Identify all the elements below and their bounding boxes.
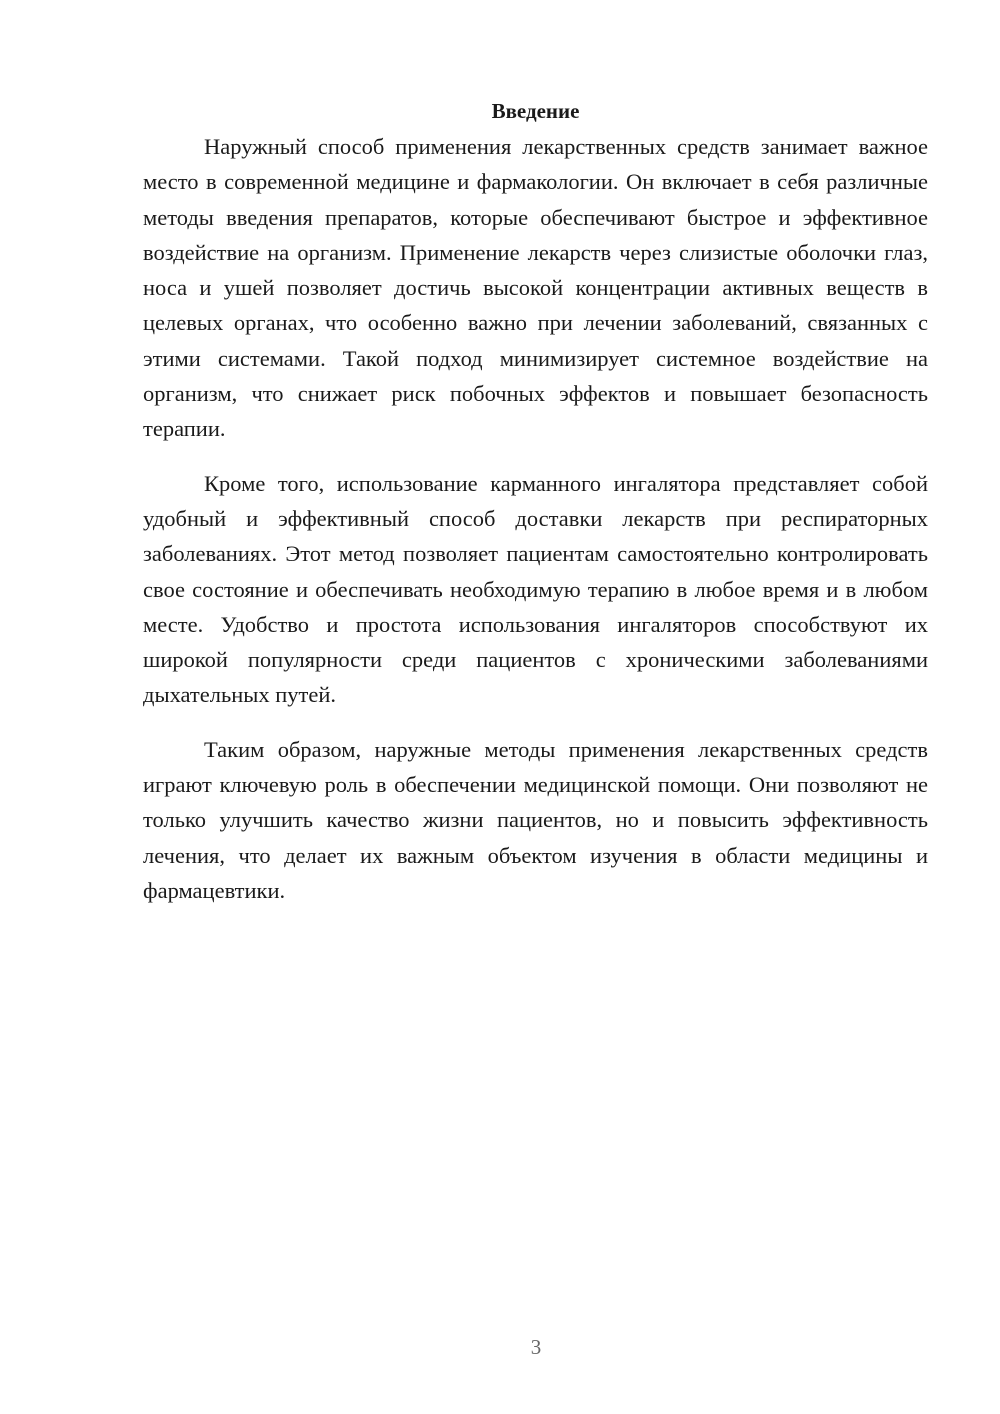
document-body bbox=[143, 96, 928, 908]
paragraph-inhaler: Кроме того, использование карманного ингалятора представляет собой удобный и эффективный способ доставки лекарств при респираторных заболеваниях. Этот метод позволяет пациентам самостоятельно контролировать свое состояние и обеспечивать необходимую терапию в любое время и в любом месте. Удобство и простота использования ингаляторов способствуют их широкой популярности среди пациентов с хроническими заболеваниями дыхательных путей. bbox=[143, 470, 928, 708]
paragraph-conclusion: Таким образом, наружные методы применения лекарственных средств играют ключевую роль в обеспечении медицинской помощи. Они позволяют не только улучшить качество жизни пациентов, но и повысить эффективность лечения, что делает их важным объектом изучения в области медицины и фармацевтики. bbox=[143, 736, 928, 903]
paragraph-intro: Наружный способ применения лекарственных средств занимает важное место в современной медицине и фармакологии. Он включает в себя различные методы введения препаратов, которые обеспечивают быстрое и эффективное воздействие на организм. Применение лекарств через слизистые оболочки глаз, носа и ушей позволяет достичь высокой концентрации активных веществ в целевых органах, что особенно важно при лечении заболеваний, связанных с этими системами. Такой подход минимизирует системное воздействие на организм, что снижает риск побочных эффектов и повышает безопасность терапии. bbox=[143, 134, 928, 442]
section-heading: Введение bbox=[491, 99, 580, 123]
page-number: 3 bbox=[530, 1335, 542, 1359]
